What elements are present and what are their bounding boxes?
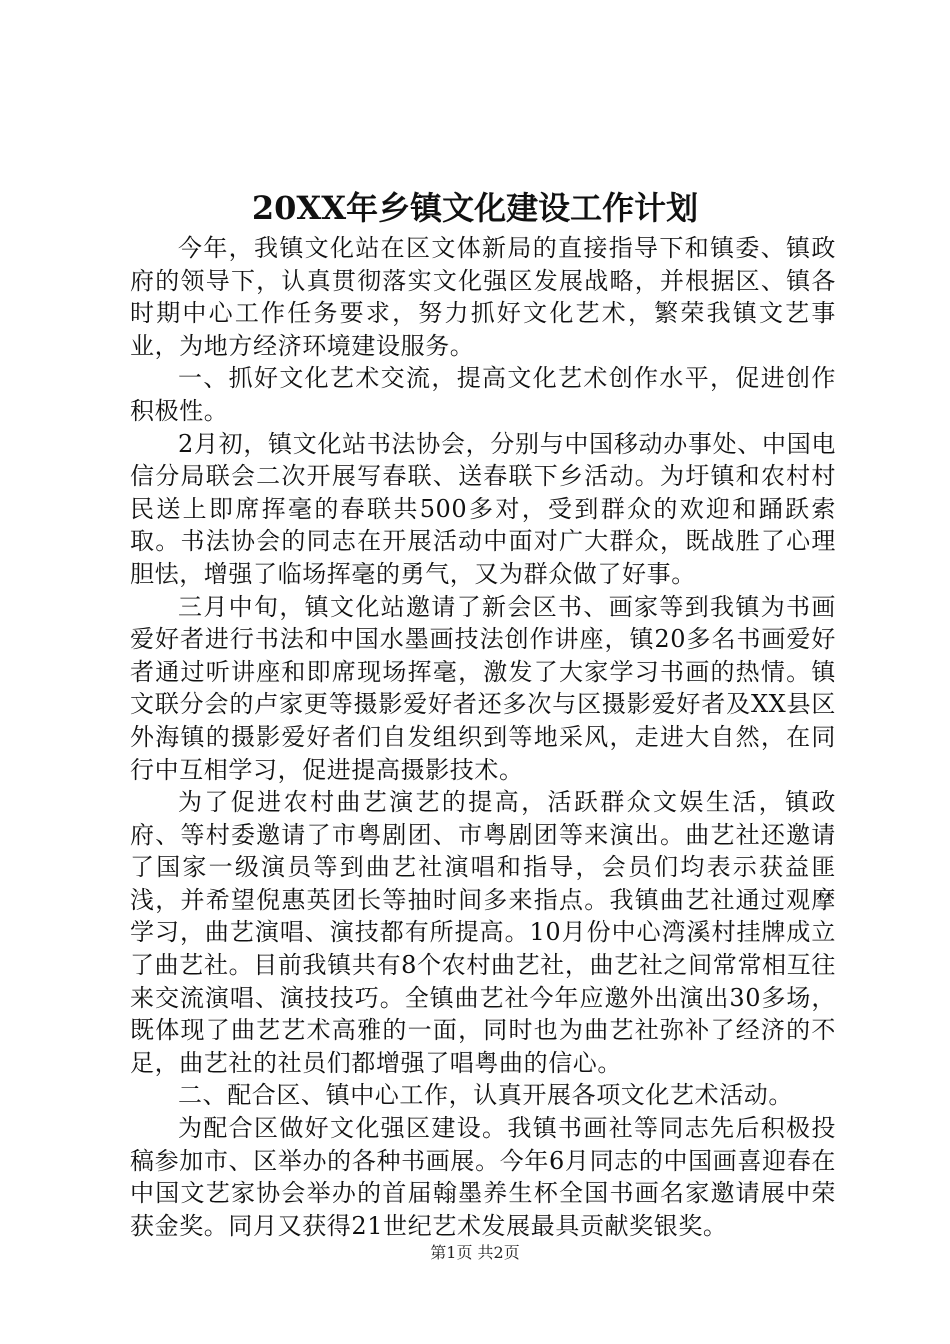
paragraph-intro: 今年，我镇文化站在区文体新局的直接指导下和镇委、镇政府的领导下，认真贯彻落实文化强区发展战略，并根据区、镇各时期中心工作任务要求，努力抓好文化艺术，繁荣我镇文艺事业，为地方经济环境建设服务。: [130, 234, 836, 360]
paragraph-exhibition: 为配合区做好文化强区建设。我镇书画社等同志先后积极投稿参加市、区举办的各种书画展。今年6月同志的中国画喜迎春在中国文艺家协会举办的首届翰墨养生杯全国书画名家邀请展中荣获金奖。同月又获得21世纪艺术发展最具贡献奖银奖。: [130, 1114, 836, 1240]
paragraph-painting-lecture: 三月中旬，镇文化站邀请了新会区书、画家等到我镇为书画爱好者进行书法和中国水墨画技法创作讲座，镇20多名书画爱好者通过听讲座和即席现场挥毫，激发了大家学习书画的热情。镇文联分会的卢家更等摄影爱好者还多次与区摄影爱好者及XX县区外海镇的摄影爱好者们自发组织到等地采风，走进大自然，在同行中互相学习，促进提高摄影技术。: [130, 592, 836, 784]
document-body: [130, 232, 836, 1242]
paragraph-opera: 为了促进农村曲艺演艺的提高，活跃群众文娱生活，镇政府、等村委邀请了市粤剧团、市粤剧团等来演出。曲艺社还邀请了国家一级演员等到曲艺社演唱和指导，会员们均表示获益匪浅，并希望倪惠英团长等抽时间多来指点。我镇曲艺社通过观摩学习，曲艺演唱、演技都有所提高。10月份中心湾溪村挂牌成立了曲艺社。目前我镇共有8个农村曲艺社，曲艺社之间常常相互往来交流演唱、演技技巧。全镇曲艺社今年应邀外出演出30多场，既体现了曲艺艺术高雅的一面，同时也为曲艺社弥补了经济的不足，曲艺社的社员们都增强了唱粤曲的信心。: [130, 788, 836, 1077]
paragraph-calligraphy: 2月初，镇文化站书法协会，分别与中国移动办事处、中国电信分局联会二次开展写春联、送春联下乡活动。为圩镇和农村村民送上即席挥毫的春联共500多对，受到群众的欢迎和踊跃索取。书法协会的同志在开展活动中面对广大群众，既战胜了心理胆怯，增强了临场挥毫的勇气，又为群众做了好事。: [130, 429, 836, 588]
page-footer: 第1页 共2页: [430, 1243, 520, 1262]
section-heading-1: 一、抓好文化艺术交流，提高文化艺术创作水平，促进创作积极性。: [130, 364, 836, 425]
page-title: 20XX年乡镇文化建设工作计划: [251, 189, 699, 227]
section-heading-2: 二、配合区、镇中心工作，认真开展各项文化艺术活动。: [178, 1081, 793, 1110]
